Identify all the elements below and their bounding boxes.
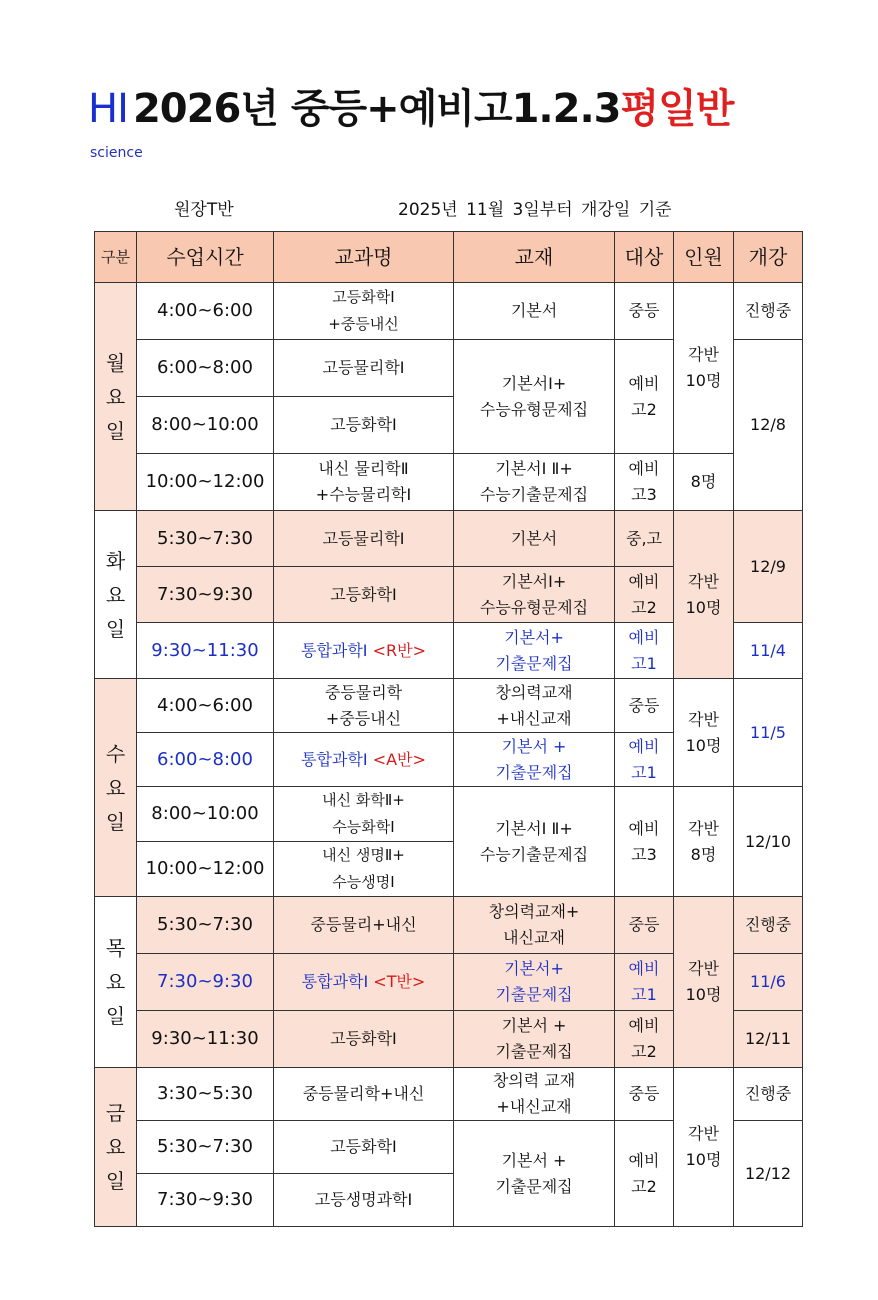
capacity-cell: 각반 10명: [674, 283, 734, 454]
opening-cell: 12/9: [734, 511, 803, 623]
capacity-cell: 각반 10명: [674, 1068, 734, 1227]
target-cell: 중,고: [615, 511, 674, 567]
header-opening: 개강: [734, 232, 803, 283]
table-row: [95, 897, 803, 954]
target-cell: 중등: [615, 679, 674, 733]
header-textbook: 교재: [454, 232, 615, 283]
capacity-cell: 각반 10명: [674, 897, 734, 1068]
header-target: 대상: [615, 232, 674, 283]
subject-cell: 고등화학Ⅰ: [274, 1011, 454, 1068]
textbook-cell: 창의력교재 +내신교재: [454, 679, 615, 733]
table-row: [95, 454, 803, 511]
time-cell: 6:00~8:00: [137, 733, 274, 787]
target-cell: 예비 고3: [615, 454, 674, 511]
class-name: 원장T반: [174, 200, 234, 220]
capacity-cell: 8명: [674, 454, 734, 511]
time-cell: 7:30~9:30: [137, 567, 274, 623]
textbook-cell: 기본서: [454, 511, 615, 567]
header-capacity: 인원: [674, 232, 734, 283]
day-label-fri: 금 요 일: [95, 1068, 137, 1227]
subject-cell: 고등화학Ⅰ: [274, 397, 454, 454]
textbook-cell: 기본서 + 기출문제집: [454, 1121, 615, 1227]
header-row: [95, 232, 803, 283]
time-cell: 4:00~6:00: [137, 283, 274, 340]
textbook-cell: 기본서+ 기출문제집: [454, 623, 615, 679]
time-cell: 5:30~7:30: [137, 511, 274, 567]
day-label-thu: 목 요 일: [95, 897, 137, 1068]
page-title: [88, 84, 733, 134]
header-time: 수업시간: [137, 232, 274, 283]
subtitle: science: [90, 145, 143, 161]
time-cell: 7:30~9:30: [137, 954, 274, 1011]
time-cell: 5:30~7:30: [137, 897, 274, 954]
textbook-cell: 기본서Ⅰ+ 수능유형문제집: [454, 340, 615, 454]
start-note: 2025년 11월 3일부터 개강일 기준: [398, 200, 672, 220]
table-row: [95, 283, 803, 340]
opening-cell: 진행중: [734, 897, 803, 954]
subject-cell: 내신 물리학Ⅱ +수능물리학Ⅰ: [274, 454, 454, 511]
target-cell: 예비 고1: [615, 954, 674, 1011]
time-cell: 6:00~8:00: [137, 340, 274, 397]
opening-cell: 12/12: [734, 1121, 803, 1227]
target-cell: 예비 고1: [615, 623, 674, 679]
subject-cell: 고등화학Ⅰ: [274, 1121, 454, 1174]
subject-cell: 중등물리학 +중등내신: [274, 679, 454, 733]
opening-cell: 12/10: [734, 787, 803, 897]
opening-cell: 12/8: [734, 340, 803, 511]
subject-cell: 내신 화학Ⅱ+ 수능화학Ⅰ: [274, 787, 454, 842]
opening-cell: 진행중: [734, 283, 803, 340]
time-cell: 10:00~12:00: [137, 842, 274, 897]
table-row: [95, 787, 803, 842]
subject-cell: 고등화학Ⅰ: [274, 567, 454, 623]
table-row: [95, 1068, 803, 1121]
subject-cell: 통합과학Ⅰ <T반>: [274, 954, 454, 1011]
title-main: 2026년 중등+예비고1.2.3: [132, 86, 621, 132]
opening-cell: 진행중: [734, 1068, 803, 1121]
target-cell: 중등: [615, 1068, 674, 1121]
target-cell: 예비 고1: [615, 733, 674, 787]
subject-cell: 고등물리학Ⅰ: [274, 340, 454, 397]
time-cell: 8:00~10:00: [137, 397, 274, 454]
header-gubun: 구분: [95, 232, 137, 283]
target-cell: 예비 고2: [615, 1121, 674, 1227]
header-subject: 교과명: [274, 232, 454, 283]
textbook-cell: 기본서Ⅰ Ⅱ+ 수능기출문제집: [454, 454, 615, 511]
title-hi: HI: [88, 86, 128, 132]
textbook-cell: 기본서 + 기출문제집: [454, 1011, 615, 1068]
target-cell: 예비 고3: [615, 787, 674, 897]
time-cell: 7:30~9:30: [137, 1174, 274, 1227]
title-highlight: 평일반: [620, 86, 734, 132]
subject-cell: 고등화학Ⅰ +중등내신: [274, 283, 454, 340]
time-cell: 4:00~6:00: [137, 679, 274, 733]
textbook-cell: 창의력 교재 +내신교재: [454, 1068, 615, 1121]
subject-cell: 통합과학Ⅰ <A반>: [274, 733, 454, 787]
day-label-wed: 수 요 일: [95, 679, 137, 897]
subject-cell: 고등생명과학Ⅰ: [274, 1174, 454, 1227]
subject-cell: 내신 생명Ⅱ+ 수능생명Ⅰ: [274, 842, 454, 897]
textbook-cell: 기본서+ 기출문제집: [454, 954, 615, 1011]
opening-cell: 12/11: [734, 1011, 803, 1068]
time-cell: 10:00~12:00: [137, 454, 274, 511]
textbook-cell: 기본서Ⅰ Ⅱ+ 수능기출문제집: [454, 787, 615, 897]
textbook-cell: 창의력교재+ 내신교재: [454, 897, 615, 954]
textbook-cell: 기본서: [454, 283, 615, 340]
target-cell: 예비 고2: [615, 340, 674, 454]
target-cell: 예비 고2: [615, 567, 674, 623]
time-cell: 3:30~5:30: [137, 1068, 274, 1121]
textbook-cell: 기본서Ⅰ+ 수능유형문제집: [454, 567, 615, 623]
capacity-cell: 각반 10명: [674, 511, 734, 679]
opening-cell: 11/6: [734, 954, 803, 1011]
textbook-cell: 기본서 + 기출문제집: [454, 733, 615, 787]
day-label-mon: 월 요 일: [95, 283, 137, 511]
opening-cell: 11/4: [734, 623, 803, 679]
subject-cell: 중등물리+내신: [274, 897, 454, 954]
time-cell: 9:30~11:30: [137, 1011, 274, 1068]
capacity-cell: 각반 8명: [674, 787, 734, 897]
target-cell: 중등: [615, 283, 674, 340]
day-label-tue: 화 요 일: [95, 511, 137, 679]
subject-cell: 고등물리학Ⅰ: [274, 511, 454, 567]
opening-cell: 11/5: [734, 679, 803, 787]
capacity-cell: 각반 10명: [674, 679, 734, 787]
time-cell: 9:30~11:30: [137, 623, 274, 679]
subject-cell: 통합과학Ⅰ <R반>: [274, 623, 454, 679]
time-cell: 5:30~7:30: [137, 1121, 274, 1174]
target-cell: 중등: [615, 897, 674, 954]
subject-cell: 중등물리학+내신: [274, 1068, 454, 1121]
table-row: [95, 679, 803, 733]
schedule-table: [94, 231, 803, 1227]
table-row: [95, 511, 803, 567]
time-cell: 8:00~10:00: [137, 787, 274, 842]
target-cell: 예비 고2: [615, 1011, 674, 1068]
